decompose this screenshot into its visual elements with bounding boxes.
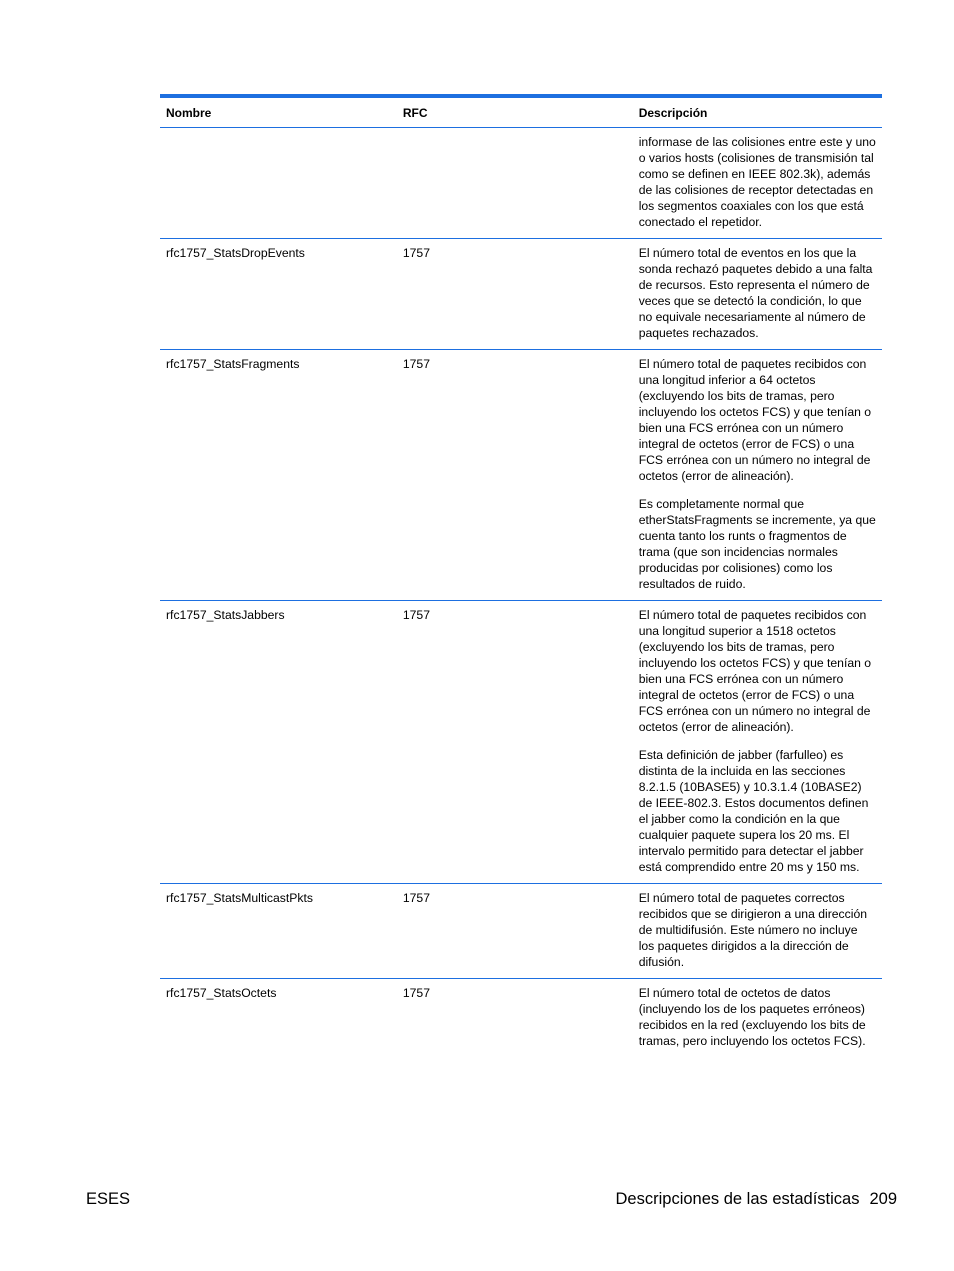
description-paragraph: El número total de eventos en los que la sonda rechazó paquetes debido a una falta de recursos. Esto representa el número de veces que se detectó la condición, lo que no equivale necesariamente al número de paquetes rechazados. <box>638 246 873 340</box>
cell-name <box>160 128 397 239</box>
table-row <box>160 350 882 601</box>
cell-rfc: 1757 <box>402 986 430 1000</box>
table-body <box>160 128 882 1058</box>
description-paragraph: El número total de paquetes recibidos con una longitud superior a 1518 octetos (excluyendo los bits de tramas, pero incluyendo los octetos FCS) y que tenían o bien una FCS errónea con un número integral de octetos (error de FCS) o una FCS errónea con un número no integral de octetos (error de alineación). <box>638 608 872 734</box>
description-paragraph: Es completamente normal que etherStatsFragments se incremente, ya que cuenta tanto los runts o fragmentos de trama (que son incidencias normales producidas por colisiones) como los resultados de ruido. <box>638 497 876 591</box>
table-row <box>160 601 882 884</box>
table-row <box>160 979 882 1058</box>
statistics-table <box>160 94 882 1057</box>
cell-rfc: 1757 <box>397 350 633 601</box>
cell-description <box>633 884 882 979</box>
description-paragraph: El número total de paquetes correctos recibidos que se dirigieron a una dirección de multidifusión. Este número no incluye los paquetes dirigidos a la dirección de difusión. <box>638 891 868 969</box>
cell-rfc: 1757 <box>397 601 633 884</box>
footer-section-title: Descripciones de las estadísticas <box>615 1190 860 1208</box>
cell-description <box>633 239 882 350</box>
footer-locale-code: ESES <box>86 1190 131 1208</box>
cell-name: rfc1757_StatsJabbers <box>160 601 397 884</box>
header-nombre: Nombre <box>160 96 397 128</box>
header-descripcion: Descripción <box>633 96 882 128</box>
table-header <box>160 96 882 128</box>
description-paragraph: El número total de octetos de datos (incluyendo los de los paquetes erróneos) recibidos en la red (excluyendo los bits de tramas, pero incluyendo los octetos FCS). <box>638 986 866 1048</box>
header-row <box>160 96 882 128</box>
table-row <box>160 239 882 350</box>
description-paragraph: Esta definición de jabber (farfulleo) es distinta de la incluida en las secciones 8.2.1.5 (10BASE5) y 10.3.1.4 (10BASE2) de IEEE-802.3. Estos documentos definen el jabber como la condición en la que cualquier paquete supera los 20 ms. El intervalo permitido para detectar el jabber está comprendido entre 20 ms y 150 ms. <box>638 748 869 874</box>
cell-description <box>633 128 882 239</box>
description-paragraph: informase de las colisiones entre este y uno o varios hosts (colisiones de transmisión tal como se definen en IEEE 802.3k), además de las colisiones de receptor detectadas en los segmentos coaxiales con los que está conectado el repetidor. <box>638 135 876 229</box>
cell-name: rfc1757_StatsFragments <box>160 350 397 601</box>
footer-page-info <box>616 1190 897 1209</box>
cell-description <box>633 979 882 1058</box>
cell-rfc: 1757 <box>397 884 633 979</box>
cell-description <box>633 350 882 601</box>
cell-name: rfc1757_StatsDropEvents <box>160 239 397 350</box>
cell-rfc: 1757 <box>397 239 633 350</box>
description-paragraph: El número total de paquetes recibidos con una longitud inferior a 64 octetos (excluyendo los bits de tramas, pero incluyendo los octetos FCS) y que tenían o bien una FCS errónea con un número integral de octetos (error de FCS) o una FCS errónea con un número no integral de octetos (error de alineación). <box>638 357 872 483</box>
cell-description <box>633 601 882 884</box>
header-rfc: RFC <box>397 96 633 128</box>
table-row <box>160 128 882 239</box>
cell-name: rfc1757_StatsMulticastPkts <box>160 884 397 979</box>
cell-rfc <box>397 128 633 239</box>
table-row <box>160 884 882 979</box>
page-number: 209 <box>869 1190 897 1208</box>
cell-name: rfc1757_StatsOctets <box>166 986 277 1000</box>
